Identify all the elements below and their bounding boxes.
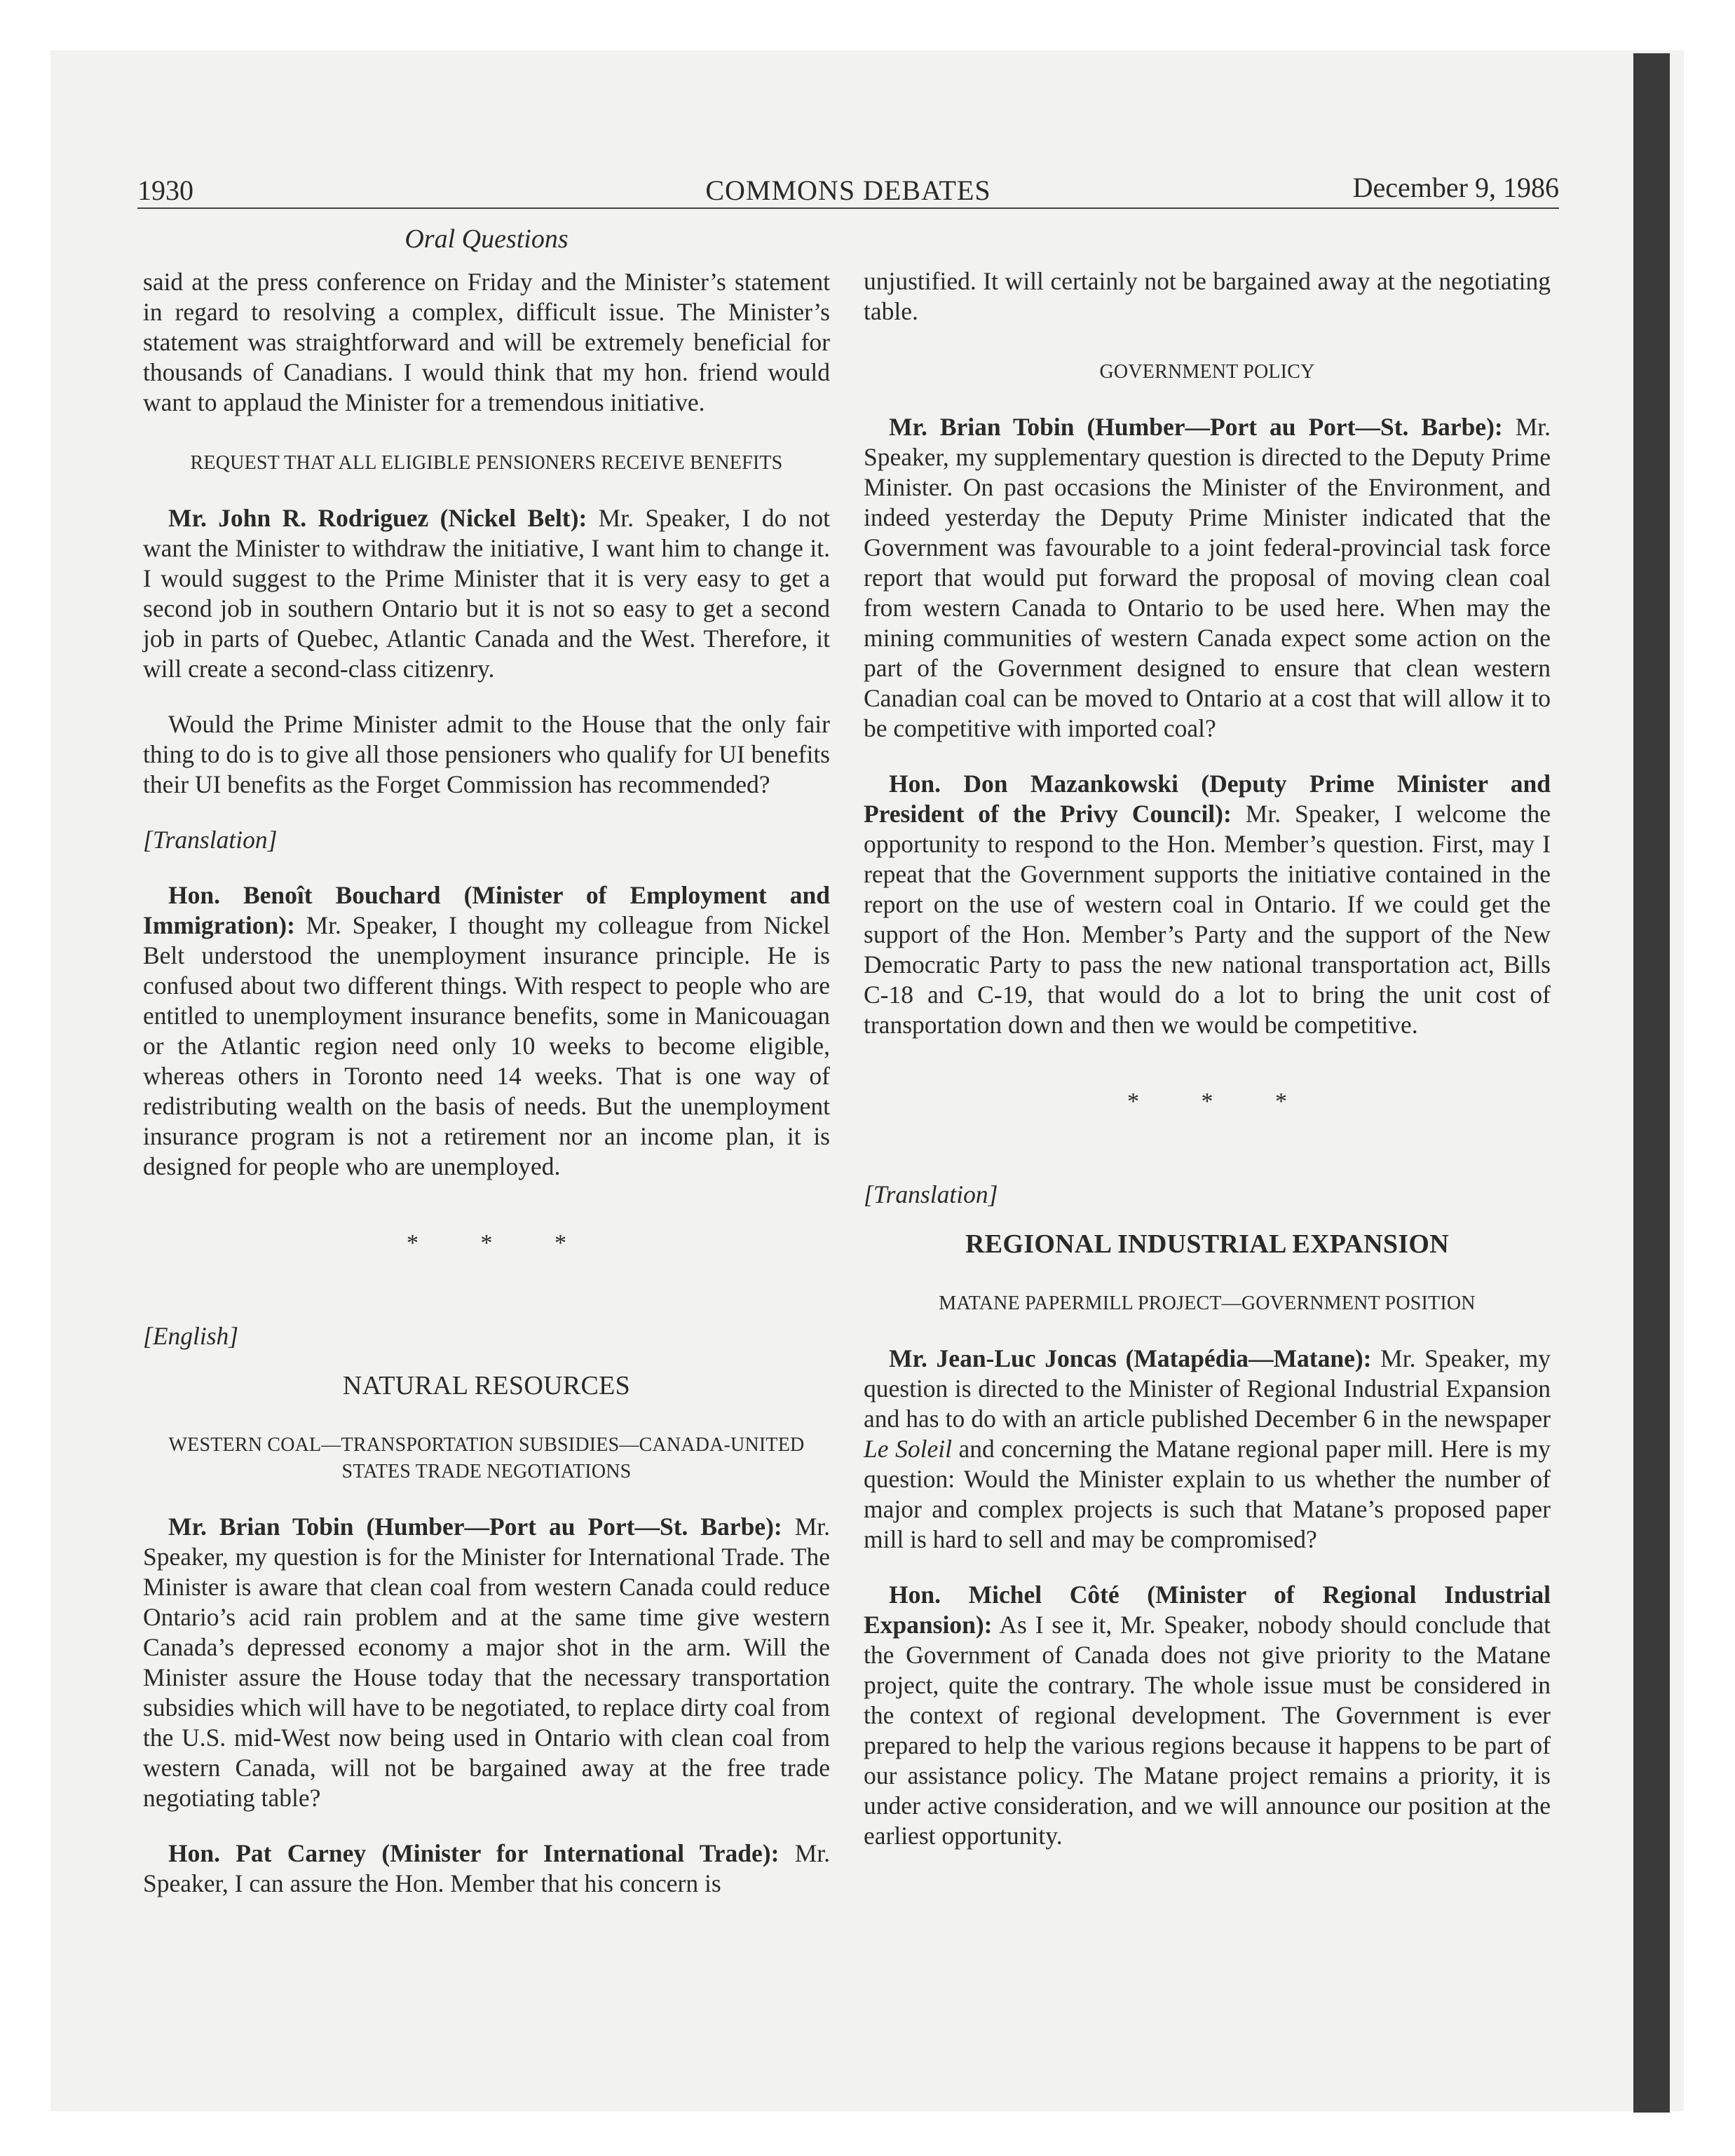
language-marker: [Translation] [143,826,278,854]
subheading: GOVERNMENT POLICY [1099,361,1315,383]
speech-text: Mr. Speaker, I can assure the Hon. Member that his concern is [143,1839,831,1897]
section-heading: NATURAL RESOURCES [342,1371,631,1400]
speech-text: Mr. Speaker, I do not want the Minister to withdraw the initiative, I want him to change it. I would suggest to the Prime Minister that it is very easy to get a second job in southern Ontario but it is not so easy to get a second job in parts of Quebec, Atlantic Canada and the West. Therefore, it will create a second-class citizenry. [143,504,830,683]
paragraph: said at the press conference on Friday and the Minister’s statement in regard to resolving a complex, difficult issue. The Minister’s statement was straightforward and will be extremely beneficial for thousands of Canadians. I would think that my hon. friend would want to applaud the Minister for a tremendous initiative. [143,268,830,416]
right-column [864,266,1551,1851]
paragraph [143,503,830,684]
page-header [137,171,1559,209]
paragraph: Would the Prime Minister admit to the House that the only fair thing to do is to give all those pensioners who qualify for UI benefits their UI benefits as the Forget Commission has recommended? [143,710,830,798]
subheading: MATANE PAPERMILL PROJECT—GOVERNMENT POSITION [939,1292,1476,1314]
language-marker: [Translation] [864,1180,998,1208]
paragraph: unjustified. It will certainly not be bargained away at the negotiating table. [864,267,1551,325]
subheading: WESTERN COAL—TRANSPORTATION SUBSIDIES—CANADA-UNITED STATES TRADE NEGOTIATIONS [168,1434,805,1482]
speaker-name: Hon. Pat Carney (Minister for International Trade): [168,1839,780,1867]
speech-text: Mr. Speaker, my supplementary question is directed to the Deputy Prime Minister. On past occasions the Minister of the Environment, and indeed yesterday the Deputy Prime Minister indicated that the Government was favourable to a joint federal-provincial task force report that would put forward the proposal of moving clean coal from western Canada to Ontario to be used here. When may the mining communities of western Canada expect some action on the part of the Government designed to ensure that clean western Canadian coal can be moved to Ontario at a cost that will allow it to be competitive with imported coal? [864,413,1551,742]
speech-text: Mr. Speaker, I thought my colleague from Nickel Belt understood the unemployment insurance principle. He is confused about two different things. With respect to people who are entitled to unemployment insurance benefits, some in Manicouagan or the Atlantic region need only 10 weeks to become eligible, whereas others in Toronto need 14 weeks. That is one way of redistributing wealth on the basis of needs. But the unemployment insurance program is not a retirement nor an income plan, it is designed for people who are unemployed. [143,911,830,1180]
speaker-name: Hon. Don Mazankowski (Deputy Prime Minister and President of the Privy Council): [864,770,1551,828]
speaker-name: Mr. Brian Tobin (Humber—Port au Port—St. Barbe): [168,1513,782,1541]
paragraph [143,880,830,1182]
speech-text: Mr. Speaker, my question is directed to the Minister of Regional Industrial Expansion and has to do with an article published December 6 in the newspaper [864,1344,1551,1433]
speaker-name: Hon. Benoît Bouchard (Minister of Employment and Immigration): [143,881,830,939]
speaker-name: Mr. Jean-Luc Joncas (Matapédia—Matane): [889,1344,1372,1372]
section-separator: * * * [407,1230,594,1256]
speaker-name: Mr. John R. Rodriguez (Nickel Belt): [168,504,587,532]
speaker-name: Hon. Michel Côté (Minister of Regional Industrial Expansion): [864,1581,1551,1639]
page-number: 1930 [137,175,193,206]
left-column [143,224,830,1899]
subheading: REQUEST THAT ALL ELIGIBLE PENSIONERS RECEIVE BENEFITS [190,452,783,474]
paragraph [864,1344,1551,1555]
paragraph [864,769,1551,1040]
speech-text: As I see it, Mr. Speaker, nobody should conclude that the Government of Canada does not give priority to the Matane project, quite the contrary. The whole issue must be considered in the context of regional development. The Government is ever prepared to help the various regions because it happens to be part of our assistance policy. The Matane project remains a priority, it is under active consideration, and we will announce our position at the earliest opportunity. [864,1611,1551,1850]
speech-text: Mr. Speaker, I welcome the opportunity to respond to the Hon. Member’s question. First, may I repeat that the Government supports the initiative contained in the report on the use of western coal in Ontario. If we could get the support of the Hon. Member’s Party and the support of the New Democratic Party to pass the new national transportation act, Bills C-18 and C-19, that would do a lot to bring the unit cost of transportation down and then we would be competitive. [864,800,1551,1039]
paragraph [864,1580,1551,1851]
newspaper-title: Le Soleil [864,1435,952,1463]
language-marker: [English] [143,1322,239,1350]
section-separator: * * * [1127,1089,1315,1114]
paragraph [143,1512,830,1813]
publication-date: December 9, 1986 [1352,172,1559,203]
scan-shadow-edge [1633,53,1670,2113]
speaker-name: Mr. Brian Tobin (Humber—Port au Port—St. Barbe): [889,413,1503,441]
column-label: Oral Questions [404,224,569,254]
section-heading: REGIONAL INDUSTRIAL EXPANSION [965,1229,1450,1259]
speech-text: Mr. Speaker, my question is for the Minister for International Trade. The Minister is aware that clean coal from western Canada could reduce Ontario’s acid rain problem and at the same time give western Canada’s depressed economy a major shot in the arm. Will the Minister assure the House today that the necessary transportation subsidies which will have to be negotiated, to replace dirty coal from the U.S. mid-West now being used in Ontario with clean coal from western Canada, will not be bargained away at the free trade negotiating table? [143,1513,830,1812]
paragraph [864,412,1551,744]
publication-title: COMMONS DEBATES [705,175,991,206]
speech-text: and concerning the Matane regional paper mill. Here is my question: Would the Minister explain to us whether the number of major and complex projects is such that Matane’s proposed paper mill is hard to sell and may be compromised? [864,1435,1551,1553]
paragraph [143,1838,830,1899]
